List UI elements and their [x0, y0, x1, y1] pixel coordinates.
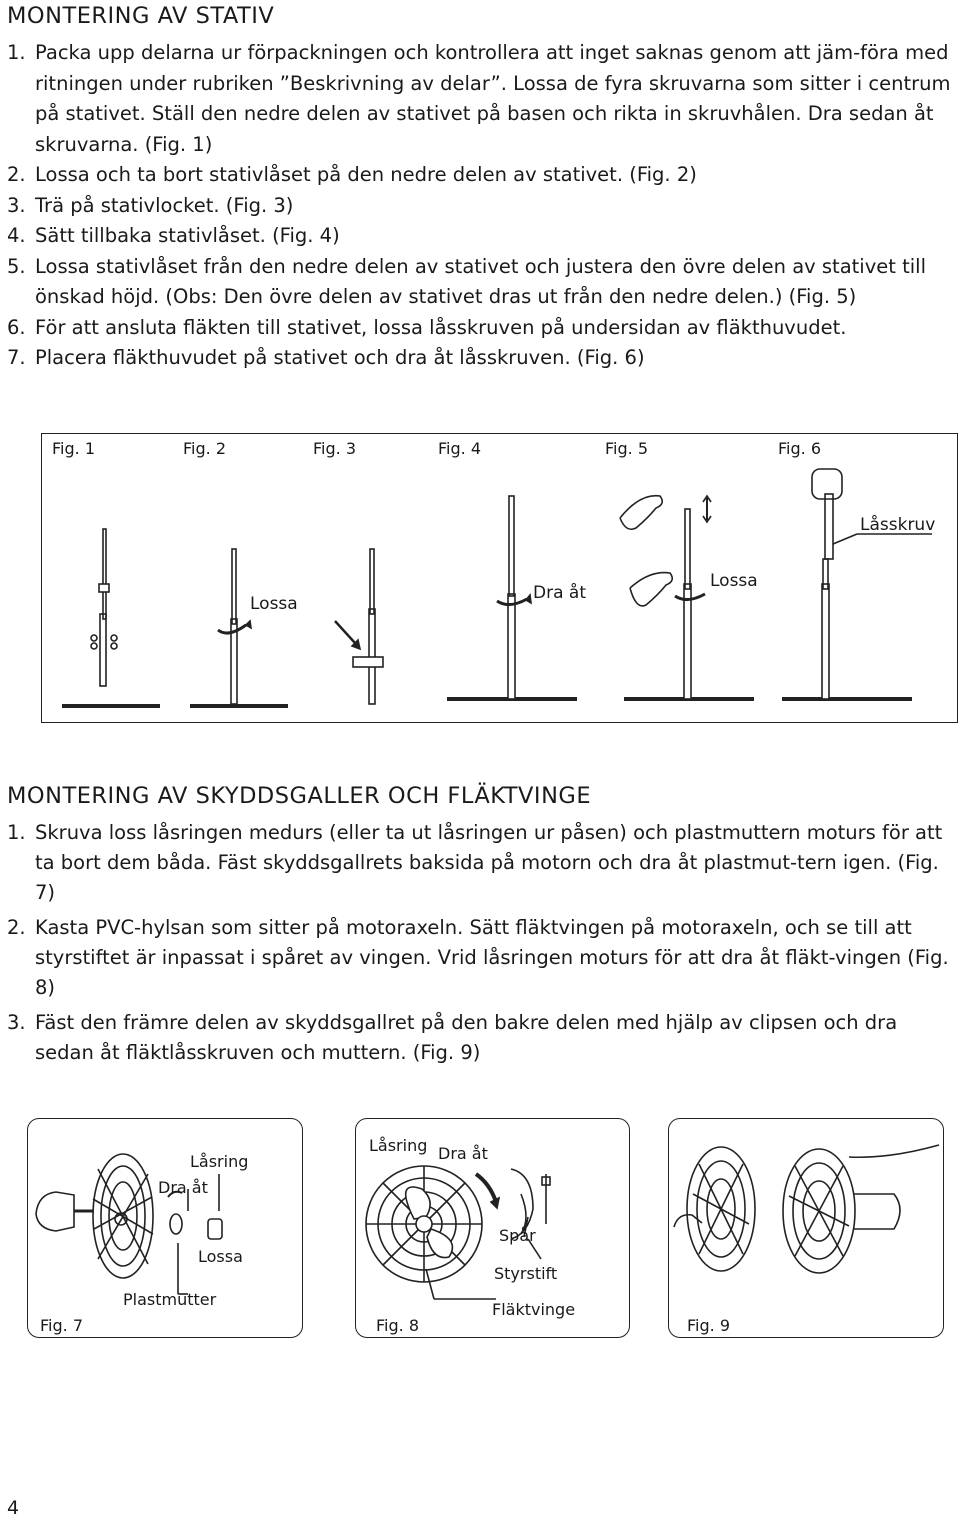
- stand-figures-panel: [41, 433, 958, 723]
- skyddsgaller-steps-list: [7, 818, 957, 1073]
- stand-figures-illustration: [42, 434, 959, 724]
- step-text: Placera fläkthuvudet på stativet och dra åt låsskruven. (Fig. 6): [35, 346, 645, 369]
- step-number: 3.: [7, 1011, 26, 1034]
- step-text: För att ansluta fläkten till stativet, lossa låsskruven på undersidan av fläkthuvudet.: [35, 315, 847, 339]
- list-item: [7, 252, 957, 313]
- fig8-callout-styrstift: Styrstift: [494, 1264, 558, 1283]
- fig3-label: Fig. 3: [313, 439, 356, 458]
- step-text: Trä på stativlocket. (Fig. 3): [35, 193, 294, 217]
- step-number: 2.: [7, 163, 26, 186]
- step-text: Packa upp delarna ur förpackningen och kontrollera att inget saknas genom att jäm-föra med ritningen under rubriken ”Beskrivning av delar”. Lossa de fyra skruvarna som sitter i centrum på stativet. Ställ den nedre delen av stativet på basen och rikta in skruvhålen. Dra sedan åt skruvarna. (Fig. 1): [35, 41, 951, 156]
- list-item: [7, 913, 957, 1003]
- step-text: Sätt tillbaka stativlåset. (Fig. 4): [35, 224, 340, 247]
- fig9-label: Fig. 9: [687, 1316, 730, 1335]
- fig6-callout-lasskruv: Låsskruv: [860, 515, 936, 535]
- fig7-callout-lasring: Låsring: [190, 1152, 249, 1171]
- step-number: 4.: [7, 224, 26, 247]
- list-item: [7, 1008, 957, 1068]
- step-number: 6.: [7, 315, 26, 339]
- step-number: 2.: [7, 916, 26, 939]
- fig5-label: Fig. 5: [605, 439, 648, 458]
- page-number: 4: [7, 1497, 20, 1519]
- fig9-panel: [668, 1118, 944, 1338]
- fig8-illustration: [356, 1119, 631, 1339]
- fig8-callout-lasring: Låsring: [369, 1136, 428, 1155]
- list-item: [7, 343, 957, 374]
- step-number: 7.: [7, 346, 26, 369]
- step-text: Fäst den främre delen av skyddsgallret på den bakre delen med hjälp av clipsen och dra sedan åt fläktlåsskruven och muttern. (Fig. 9): [35, 1011, 898, 1064]
- fig7-label: Fig. 7: [40, 1316, 83, 1335]
- fig8-callout-spar: Spår: [499, 1226, 536, 1245]
- list-item: [7, 818, 957, 908]
- fig7-callout-lossa: Lossa: [198, 1247, 243, 1266]
- section-title-stativ: MONTERING AV STATIV: [7, 3, 275, 29]
- fig8-callout-flaktvinge: Fläktvinge: [492, 1300, 576, 1319]
- step-text: Kasta PVC-hylsan som sitter på motoraxeln. Sätt fläktvingen på motoraxeln, och se till att styrstiftet är inpassat i spåret av vingen. Vrid låsringen moturs för att dra åt fläkt-vingen (Fig. 8): [35, 916, 949, 999]
- fig9-illustration: [669, 1119, 945, 1339]
- step-text: Lossa stativlåset från den nedre delen av stativet och justera den övre delen av stativet till önskad höjd. (Obs: Den övre delen av stativet dras ut från den nedre delen.) (Fig. 5): [35, 254, 926, 308]
- fig2-callout-lossa: Lossa: [250, 594, 298, 614]
- fig4-label: Fig. 4: [438, 439, 481, 458]
- step-number: 3.: [7, 193, 26, 217]
- fig8-label: Fig. 8: [376, 1316, 419, 1335]
- step-number: 1.: [7, 41, 26, 64]
- step-number: 1.: [7, 821, 26, 844]
- fig5-callout-lossa: Lossa: [710, 571, 758, 591]
- fig7-callout-dra-at: Dra åt: [158, 1178, 208, 1197]
- fig8-callout-dra-at: Dra åt: [438, 1144, 488, 1163]
- list-item: [7, 221, 957, 252]
- fig6-label: Fig. 6: [778, 439, 821, 458]
- step-text: Lossa och ta bort stativlåset på den nedre delen av stativet. (Fig. 2): [35, 163, 697, 186]
- list-item: [7, 160, 957, 191]
- fig4-callout-dra-at: Dra åt: [533, 583, 586, 603]
- section-title-skyddsgaller: MONTERING AV SKYDDSGALLER OCH FLÄKTVINGE: [7, 783, 592, 809]
- fig7-callout-plastmutter: Plastmutter: [123, 1290, 217, 1309]
- list-item: [7, 38, 957, 160]
- fig7-panel: [27, 1118, 303, 1338]
- list-item: [7, 191, 957, 222]
- list-item: [7, 313, 957, 344]
- fig2-label: Fig. 2: [183, 439, 226, 458]
- fig7-illustration: [28, 1119, 304, 1339]
- step-text: Skruva loss låsringen medurs (eller ta ut låsringen ur påsen) och plastmuttern moturs för att ta bort dem båda. Fäst skyddsgallrets baksida på motorn och dra åt plastmut-tern igen. (Fig. 7): [35, 821, 943, 904]
- fig8-panel: [355, 1118, 630, 1338]
- step-number: 5.: [7, 254, 26, 278]
- fig1-label: Fig. 1: [52, 439, 95, 458]
- stativ-steps-list: [7, 38, 957, 374]
